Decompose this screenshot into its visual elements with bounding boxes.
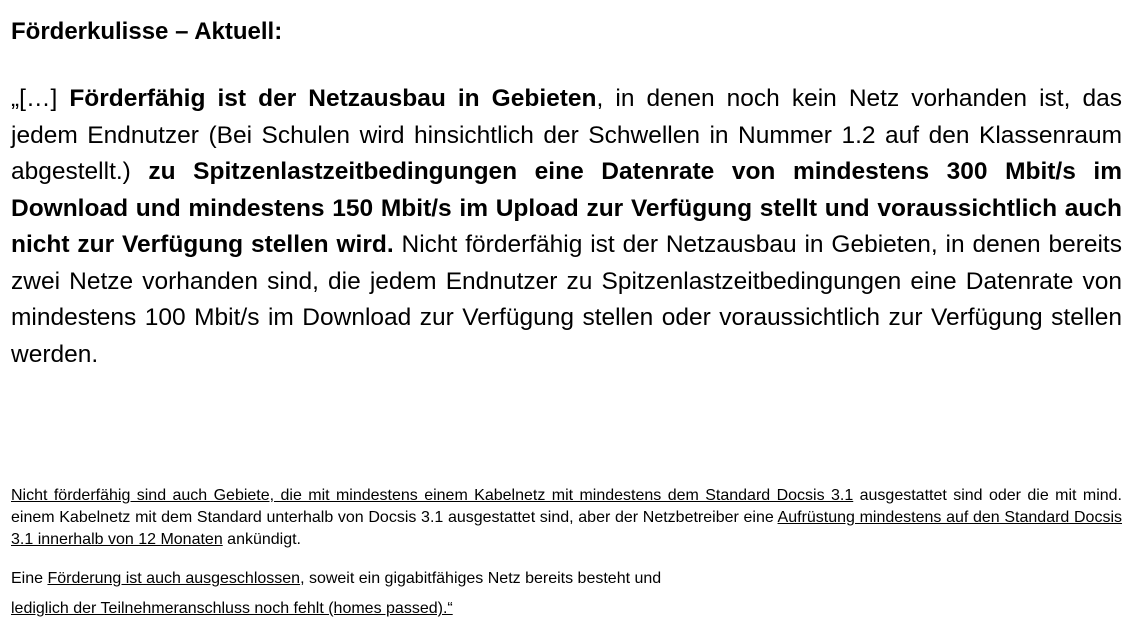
underlined-funding-excluded: Förderung ist auch ausgeschlossen: [47, 570, 301, 587]
underlined-cable-exclusion: Nicht förderfähig sind auch Gebiete, die mit mindestens einem Kabelnetz mit mindestens dem Standard Docsis 3.1: [11, 487, 854, 504]
plain-text-gigabit-network: , soweit ein gigabitfähiges Netz bereits besteht und: [300, 570, 662, 587]
plain-text-conditions: , in denen noch kein Netz vorhanden ist, das jedem Endnutzer (Bei Schulen wird hinsichtlich der Schwellen in Nummer 1.2 auf den Klassenraum abgestellt.): [11, 85, 1122, 185]
document-title: Förderkulisse – Aktuell:: [11, 18, 283, 45]
underlined-docsis-upgrade: Aufrüstung mindestens auf den Standard Docsis 3.1 innerhalb von 12 Monaten: [11, 509, 1123, 548]
bold-phrase-eligible-areas: Förderfähig ist der Netzausbau in Gebieten: [69, 85, 597, 112]
note-homes-passed: [11, 564, 1122, 624]
plain-text-exclusion: Nicht förderfähig ist der Netzausbau in Gebieten, in denen bereits zwei Netze vorhanden sind, die jedem Endnutzer zu Spitzenlastzeitbedingungen eine Datenrate von mindestens 100 Mbit/s im Download zur Verfügung stellen oder voraussichtlich zur Verfügung stellen werden.: [11, 231, 1122, 368]
quote-opening: „[…]: [11, 85, 70, 112]
plain-text-cable-details: ausgestattet sind oder die mit mind. einem Kabelnetz mit dem Standard unterhalb von Docsis 3.1 ausgestattet sind, aber der Netzbetreiber eine: [11, 487, 1123, 526]
plain-text-announces: ankündigt.: [222, 531, 301, 548]
underlined-homes-passed: lediglich der Teilnehmeranschluss noch fehlt (homes passed).“: [11, 600, 453, 617]
main-paragraph: [11, 81, 1122, 373]
bold-phrase-datarate-requirement: zu Spitzenlastzeitbedingungen eine Datenrate von mindestens 300 Mbit/s im Download und mindestens 150 Mbit/s im Upload zur Verfügung stellt und voraussichtlich auch nicht zur Verfügung stellen wird.: [11, 158, 1122, 258]
note-cable-networks: [11, 485, 1122, 551]
plain-text-eine: Eine: [11, 570, 48, 587]
